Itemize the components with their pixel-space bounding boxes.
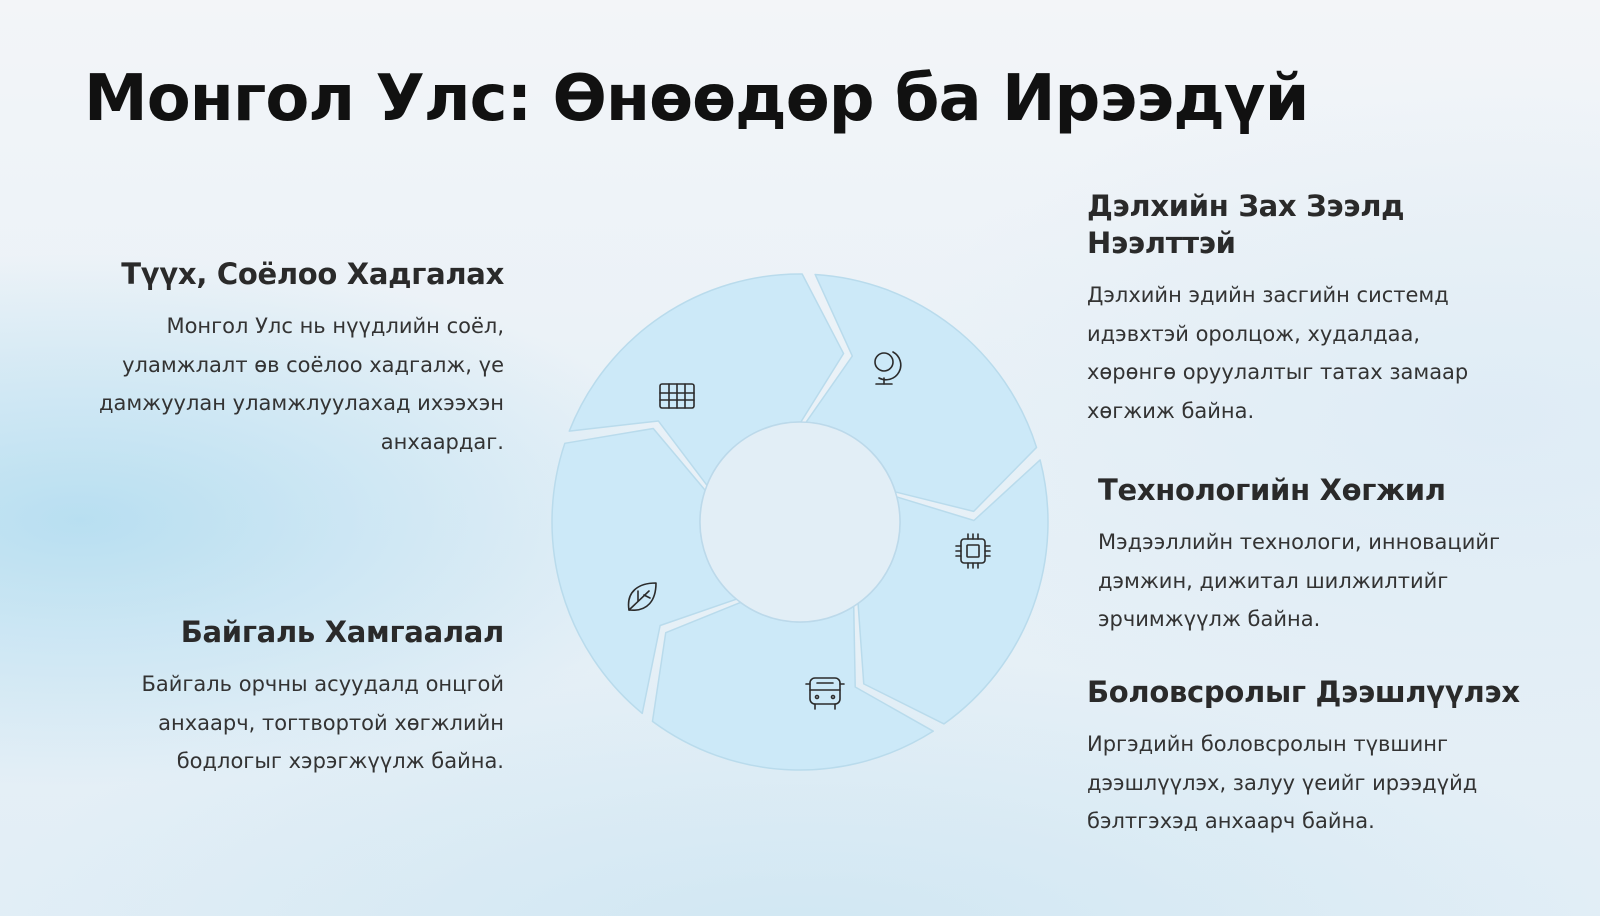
page-title: Монгол Улс: Өнөөдөр ба Ирээдүй	[84, 62, 1309, 136]
cycle-center	[700, 422, 900, 622]
section-education-heading: Боловсролыг Дээшлүүлэх	[1087, 675, 1520, 709]
section-technology-heading: Технологийн Хөгжил	[1098, 473, 1446, 507]
section-nature	[54, 614, 504, 781]
section-nature-heading: Байгаль Хамгаалал	[180, 615, 504, 649]
section-global-heading: Дэлхийн Зах Зээлд Нээлттэй	[1087, 189, 1405, 261]
section-nature-text: Байгаль орчны асуудалд онцгой анхаарч, тогтвортой хөгжлийн бодлогыг хэрэгжүүлж байна.	[141, 672, 504, 774]
section-technology-text: Мэдээллийн технологи, инновацийг дэмжин, дижитал шилжилтийг эрчимжүүлж байна.	[1098, 530, 1501, 632]
section-history	[54, 256, 504, 461]
section-history-text: Монгол Улс нь нүүдлийн соёл, уламжлалт өв соёлоо хадгалж, үе дамжуулан уламжлуулахад ихээхэн анхаардаг.	[98, 314, 504, 454]
section-history-heading: Түүх, Соёлоо Хадгалах	[121, 257, 504, 291]
section-education-text: Иргэдийн боловсролын түвшинг дээшлүүлэх, залуу үеийг ирээдүйд бэлтгэхэд анхаарч байна.	[1087, 732, 1478, 834]
section-education	[1087, 674, 1527, 841]
section-global-text: Дэлхийн эдийн засгийн системд идэвхтэй оролцож, худалдаа, хөрөнгө оруулалтыг татах замаар хөгжиж байна.	[1087, 283, 1469, 423]
section-global	[1087, 188, 1507, 430]
cycle-diagram	[540, 262, 1060, 782]
section-technology	[1098, 472, 1518, 639]
